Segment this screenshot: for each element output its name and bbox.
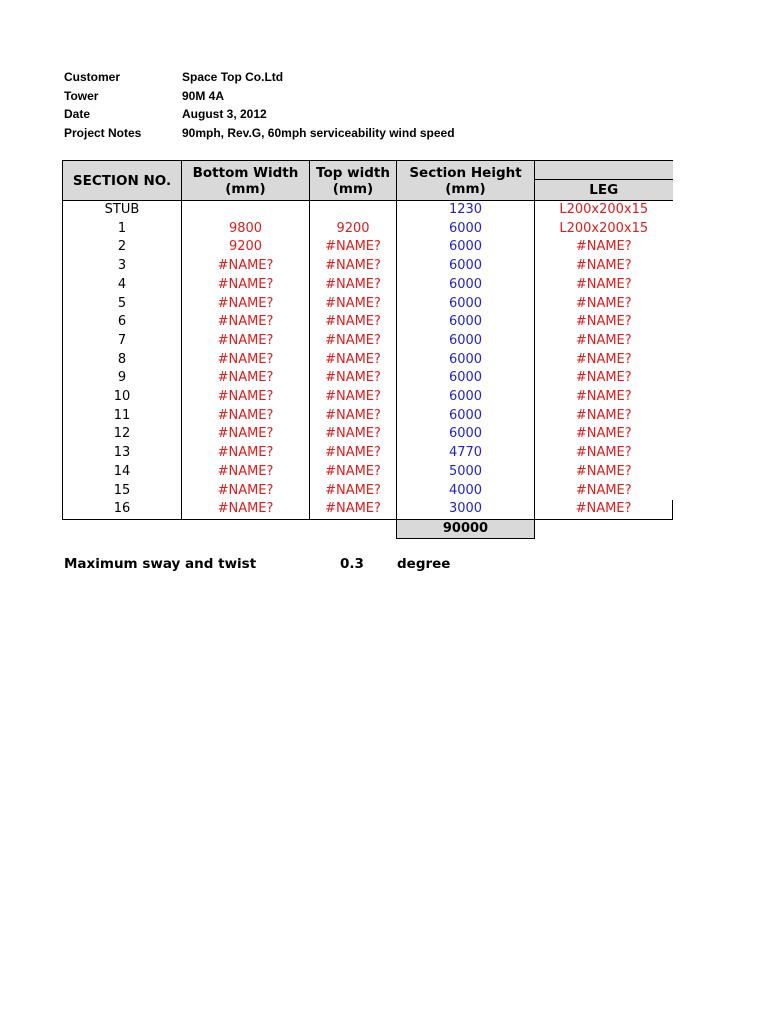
empty-cell [63, 519, 182, 538]
notes-row [64, 124, 455, 143]
leg-cell[interactable]: #NAME? [535, 369, 673, 388]
top-width-cell[interactable]: #NAME? [310, 313, 397, 332]
leg-cell[interactable]: #NAME? [535, 500, 673, 519]
section-height-cell[interactable]: 6000 [397, 276, 535, 295]
top-width-cell[interactable]: #NAME? [310, 332, 397, 351]
section-height-cell[interactable]: 6000 [397, 238, 535, 257]
section-height-cell[interactable]: 6000 [397, 313, 535, 332]
section-cell[interactable]: 12 [63, 425, 182, 444]
sway-unit: degree [397, 556, 451, 572]
top-width-cell[interactable]: #NAME? [310, 369, 397, 388]
section-height-cell[interactable]: 6000 [397, 351, 535, 370]
tower-row [64, 87, 455, 106]
section-height-cell[interactable]: 6000 [397, 332, 535, 351]
table-row [63, 257, 673, 276]
leg-cell[interactable]: L200x200x15 [535, 201, 673, 220]
bottom-width-cell[interactable]: 9200 [182, 238, 310, 257]
section-cell[interactable]: 10 [63, 388, 182, 407]
section-height-cell[interactable]: 3000 [397, 500, 535, 519]
section-cell[interactable]: 15 [63, 482, 182, 501]
top-width-cell[interactable]: 9200 [310, 220, 397, 239]
date-label: Date [64, 107, 91, 122]
top-width-cell[interactable] [310, 201, 397, 220]
section-height-cell[interactable]: 6000 [397, 388, 535, 407]
section-cell[interactable]: 13 [63, 444, 182, 463]
top-width-cell[interactable]: #NAME? [310, 276, 397, 295]
table-row [63, 238, 673, 257]
header-blank-cell[interactable] [535, 161, 673, 180]
leg-cell[interactable]: #NAME? [535, 482, 673, 501]
bottom-width-cell[interactable]: #NAME? [182, 444, 310, 463]
top-width-cell[interactable]: #NAME? [310, 425, 397, 444]
leg-cell[interactable]: #NAME? [535, 444, 673, 463]
section-cell[interactable]: 2 [63, 238, 182, 257]
leg-cell[interactable]: #NAME? [535, 388, 673, 407]
leg-cell[interactable]: #NAME? [535, 463, 673, 482]
sway-label: Maximum sway and twist [64, 556, 257, 572]
section-cell[interactable]: 1 [63, 220, 182, 239]
table-row [63, 313, 673, 332]
section-cell[interactable]: 16 [63, 500, 182, 519]
leg-cell[interactable]: #NAME? [535, 313, 673, 332]
bottom-width-cell[interactable]: #NAME? [182, 276, 310, 295]
bottom-width-cell[interactable]: #NAME? [182, 295, 310, 314]
leg-cell[interactable]: L200x200x15 [535, 220, 673, 239]
date-row [64, 105, 455, 124]
table-row [63, 295, 673, 314]
top-width-cell[interactable]: #NAME? [310, 463, 397, 482]
leg-cell[interactable]: #NAME? [535, 407, 673, 426]
section-height-cell[interactable]: 4000 [397, 482, 535, 501]
project-notes-value[interactable]: 90mph, Rev.G, 60mph serviceability wind speed [182, 126, 455, 141]
table-row [63, 407, 673, 426]
top-width-cell[interactable]: #NAME? [310, 238, 397, 257]
header-section-no[interactable]: SECTION NO. [63, 161, 182, 201]
sway-value[interactable]: 0.3 [340, 556, 364, 572]
section-table [62, 160, 673, 539]
table-row [63, 388, 673, 407]
section-cell[interactable]: 3 [63, 257, 182, 276]
header-top-width[interactable]: Top width (mm) [310, 161, 397, 201]
bottom-width-cell[interactable]: #NAME? [182, 257, 310, 276]
bottom-width-cell[interactable]: 9800 [182, 220, 310, 239]
table-row [63, 369, 673, 388]
section-cell[interactable]: 7 [63, 332, 182, 351]
section-table-container [62, 160, 674, 539]
customer-row [64, 68, 455, 87]
top-width-cell[interactable]: #NAME? [310, 257, 397, 276]
bottom-width-cell[interactable]: #NAME? [182, 407, 310, 426]
bottom-width-cell[interactable]: #NAME? [182, 482, 310, 501]
top-width-cell[interactable]: #NAME? [310, 500, 397, 519]
section-cell[interactable]: 8 [63, 351, 182, 370]
bottom-width-cell[interactable]: #NAME? [182, 500, 310, 519]
table-row [63, 201, 673, 220]
top-width-cell[interactable]: #NAME? [310, 444, 397, 463]
header-section-height[interactable]: Section Height (mm) [397, 161, 535, 201]
table-row [63, 425, 673, 444]
table-row [63, 276, 673, 295]
project-info [64, 68, 455, 143]
section-height-cell[interactable]: 4770 [397, 444, 535, 463]
top-width-cell[interactable]: #NAME? [310, 295, 397, 314]
section-height-cell[interactable]: 6000 [397, 425, 535, 444]
leg-cell[interactable]: #NAME? [535, 295, 673, 314]
section-cell[interactable]: 5 [63, 295, 182, 314]
empty-cell [535, 519, 673, 538]
leg-cell[interactable]: #NAME? [535, 332, 673, 351]
section-height-cell[interactable]: 1230 [397, 201, 535, 220]
section-cell[interactable]: 14 [63, 463, 182, 482]
top-width-cell[interactable]: #NAME? [310, 388, 397, 407]
section-cell[interactable]: 6 [63, 313, 182, 332]
bottom-width-cell[interactable]: #NAME? [182, 425, 310, 444]
table-row [63, 351, 673, 370]
table-row [63, 500, 673, 519]
bottom-width-cell[interactable]: #NAME? [182, 351, 310, 370]
leg-cell[interactable]: #NAME? [535, 351, 673, 370]
date-value[interactable]: August 3, 2012 [182, 107, 267, 122]
section-height-cell[interactable]: 6000 [397, 220, 535, 239]
section-height-cell[interactable]: 5000 [397, 463, 535, 482]
section-cell[interactable]: 11 [63, 407, 182, 426]
top-width-cell[interactable]: #NAME? [310, 482, 397, 501]
bottom-width-cell[interactable]: #NAME? [182, 332, 310, 351]
table-row [63, 444, 673, 463]
section-cell[interactable]: 9 [63, 369, 182, 388]
table-row [63, 463, 673, 482]
section-height-cell[interactable]: 6000 [397, 407, 535, 426]
section-cell[interactable]: STUB [63, 201, 182, 220]
table-row [63, 220, 673, 239]
top-width-cell[interactable]: #NAME? [310, 351, 397, 370]
header-row [63, 161, 673, 180]
customer-label: Customer [64, 70, 121, 84]
project-notes-label: Project Notes [64, 126, 142, 141]
leg-cell[interactable]: #NAME? [535, 257, 673, 276]
total-row [63, 519, 673, 538]
section-cell[interactable]: 4 [63, 276, 182, 295]
section-height-cell[interactable]: 6000 [397, 295, 535, 314]
bottom-width-cell[interactable]: #NAME? [182, 388, 310, 407]
table-row [63, 332, 673, 351]
total-height-cell[interactable]: 90000 [397, 519, 535, 538]
bottom-width-cell[interactable]: #NAME? [182, 369, 310, 388]
empty-cell [182, 519, 310, 538]
header-bottom-width[interactable]: Bottom Width (mm) [182, 161, 310, 201]
leg-cell[interactable]: #NAME? [535, 238, 673, 257]
section-height-cell[interactable]: 6000 [397, 369, 535, 388]
top-width-cell[interactable]: #NAME? [310, 407, 397, 426]
leg-cell[interactable]: #NAME? [535, 276, 673, 295]
leg-cell[interactable]: #NAME? [535, 425, 673, 444]
bottom-width-cell[interactable]: #NAME? [182, 463, 310, 482]
bottom-width-cell[interactable] [182, 201, 310, 220]
tower-value[interactable]: 90M 4A [182, 88, 225, 103]
empty-cell [310, 519, 397, 538]
header-leg[interactable]: LEG [535, 180, 673, 201]
section-height-cell[interactable]: 6000 [397, 257, 535, 276]
bottom-width-cell[interactable]: #NAME? [182, 313, 310, 332]
customer-value[interactable]: Space Top Co.Ltd [182, 70, 284, 84]
table-row [63, 482, 673, 501]
tower-label: Tower [64, 88, 99, 103]
